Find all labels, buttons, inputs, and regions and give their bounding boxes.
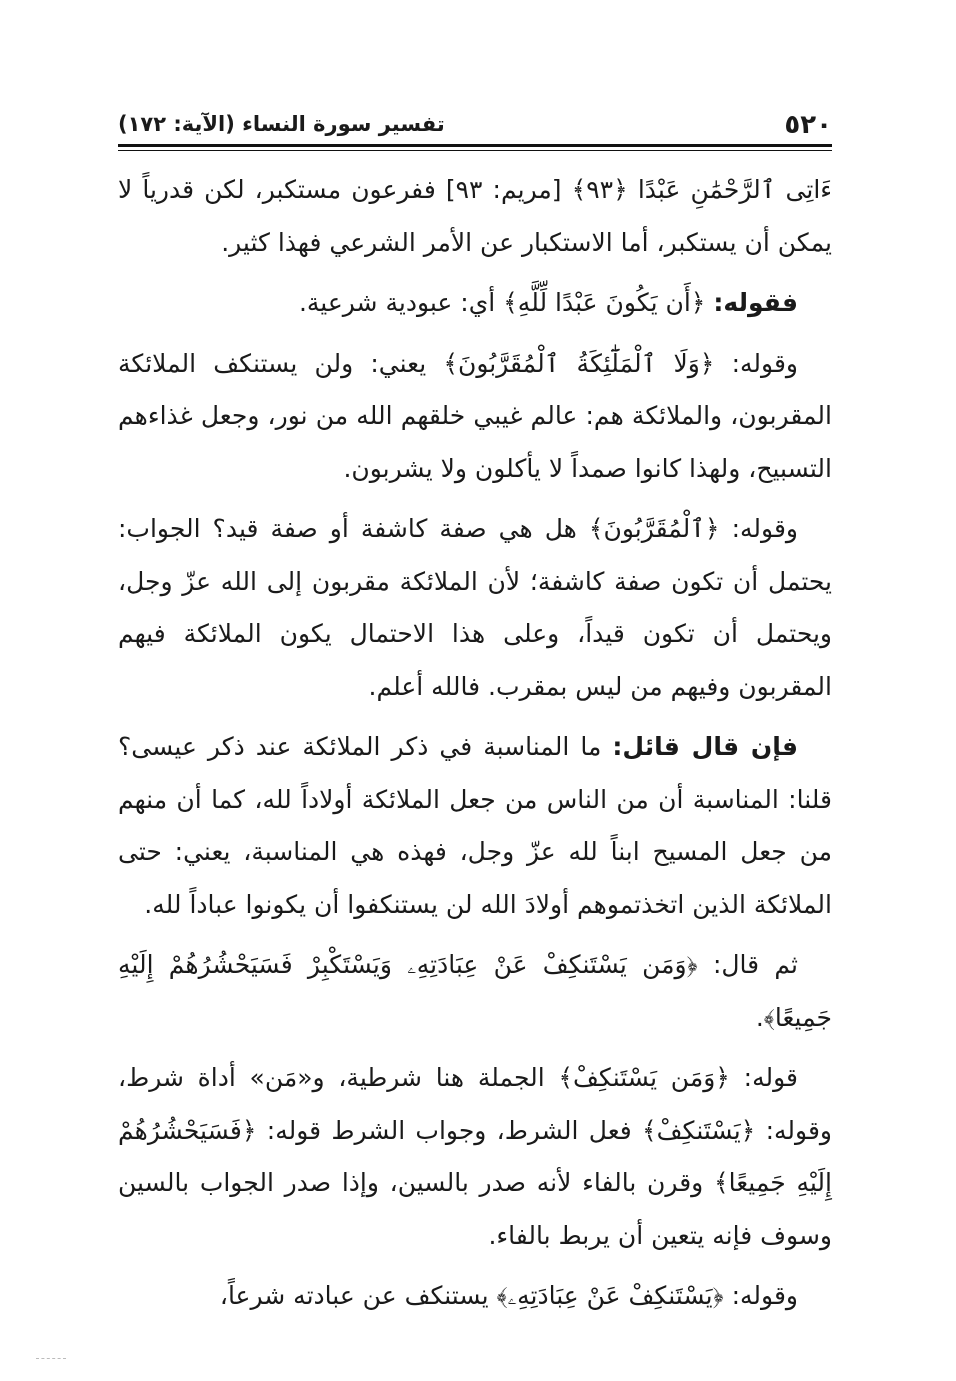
paragraph-6 <box>118 939 832 1044</box>
paragraph-7 <box>118 1052 832 1262</box>
paragraph-text: وقوله: ﴿ٱلْمُقَرَّبُونَ﴾ هل هي صفة كاشفة أو صفة قيد؟ الجواب: يحتمل أن تكون صفة كاشفة؛ لأن الملائكة مقربون إلى الله عزّ وجل، ويحتمل أن تكون قيداً، وعلى هذا الاحتمال يكون الملائكة فيهم المقربون وفيهم من ليس بمقرب. فالله أعلم. <box>118 514 832 701</box>
paragraph-text: ما المناسبة في ذكر الملائكة عند ذكر عيسى؟ قلنا: المناسبة أن من الناس من جعل الملائكة أولاداً لله، كما أن منهم من جعل المسيح ابناً لله عزّ وجل، فهذه هي المناسبة، يعني: حتى الملائكة الذين اتخذتموهم أولادَ الله لن يستنكفوا أن يكونوا عباداً لله. <box>118 732 832 919</box>
paragraph-4 <box>118 503 832 713</box>
paragraph-text: ثم قال: ﴿وَمَن يَسْتَنكِفْ عَنْ عِبَادَتِهِۦ وَيَسْتَكْبِرْ فَسَيَحْشُرُهُمْ إِلَيْهِ جَمِيعًا﴾. <box>118 950 832 1032</box>
page-header <box>118 104 832 144</box>
paragraph-text: قوله: ﴿وَمَن يَسْتَنكِفْ﴾ الجملة هنا شرطية، و«مَن» أداة شرط، وقوله: ﴿يَسْتَنكِفْ﴾ فعل الشرط، وجواب الشرط قوله: ﴿فَسَيَحْشُرُهُمْ إِلَيْهِ جَمِيعًا﴾ وقرن بالفاء لأنه صدر بالسين، وإذا صدر الجواب بالسين وسوف فإنه يتعين أن يربط بالفاء. <box>118 1063 832 1250</box>
paragraph-3 <box>118 338 832 496</box>
paragraph-1 <box>118 164 832 269</box>
header-rule-thick <box>118 144 832 147</box>
scan-mark <box>36 1358 66 1360</box>
paragraph-text: وقوله: ﴿يَسْتَنكِفْ عَنْ عِبَادَتِهِۦ﴾ يستنكف عن عبادته شرعاً، <box>219 1281 798 1310</box>
paragraph-text: ﴿أَن يَكُونَ عَبْدًا لِّلَّهِ﴾ أي: عبودية شرعية. <box>298 288 714 317</box>
body-text <box>118 164 832 1331</box>
paragraph-lead: فقوله: <box>713 288 798 317</box>
paragraph-lead: فإن قال قائل: <box>612 732 798 761</box>
paragraph-2 <box>118 277 832 330</box>
paragraph-5 <box>118 721 832 931</box>
running-title: تفسير سورة النساء (الآية: ١٧٢) <box>118 112 445 136</box>
page-number: ٥٢٠ <box>784 110 832 140</box>
paragraph-text: وقوله: ﴿وَلَا ٱلْمَلَٰٓئِكَةُ ٱلْمُقَرَّبُونَ﴾ يعني: ولن يستنكف الملائكة المقربون، والملائكة هم: عالم غيبي خلقهم الله من نور، وجعل غذاءهم التسبيح، ولهذا كانوا صمداً لا يأكلون ولا يشربون. <box>118 348 832 483</box>
paragraph-8 <box>118 1270 832 1323</box>
paragraph-text: ءَاتِى ٱلرَّحْمَٰنِ عَبْدًا ﴿٩٣﴾ [مريم: ٩٣] ففرعون مستكبر، لكن قدرياً لا يمكن أن يستكبر، أما الاستكبار عن الأمر الشرعي فهذا كثير. <box>118 175 833 257</box>
header-rule-thin <box>118 150 832 151</box>
